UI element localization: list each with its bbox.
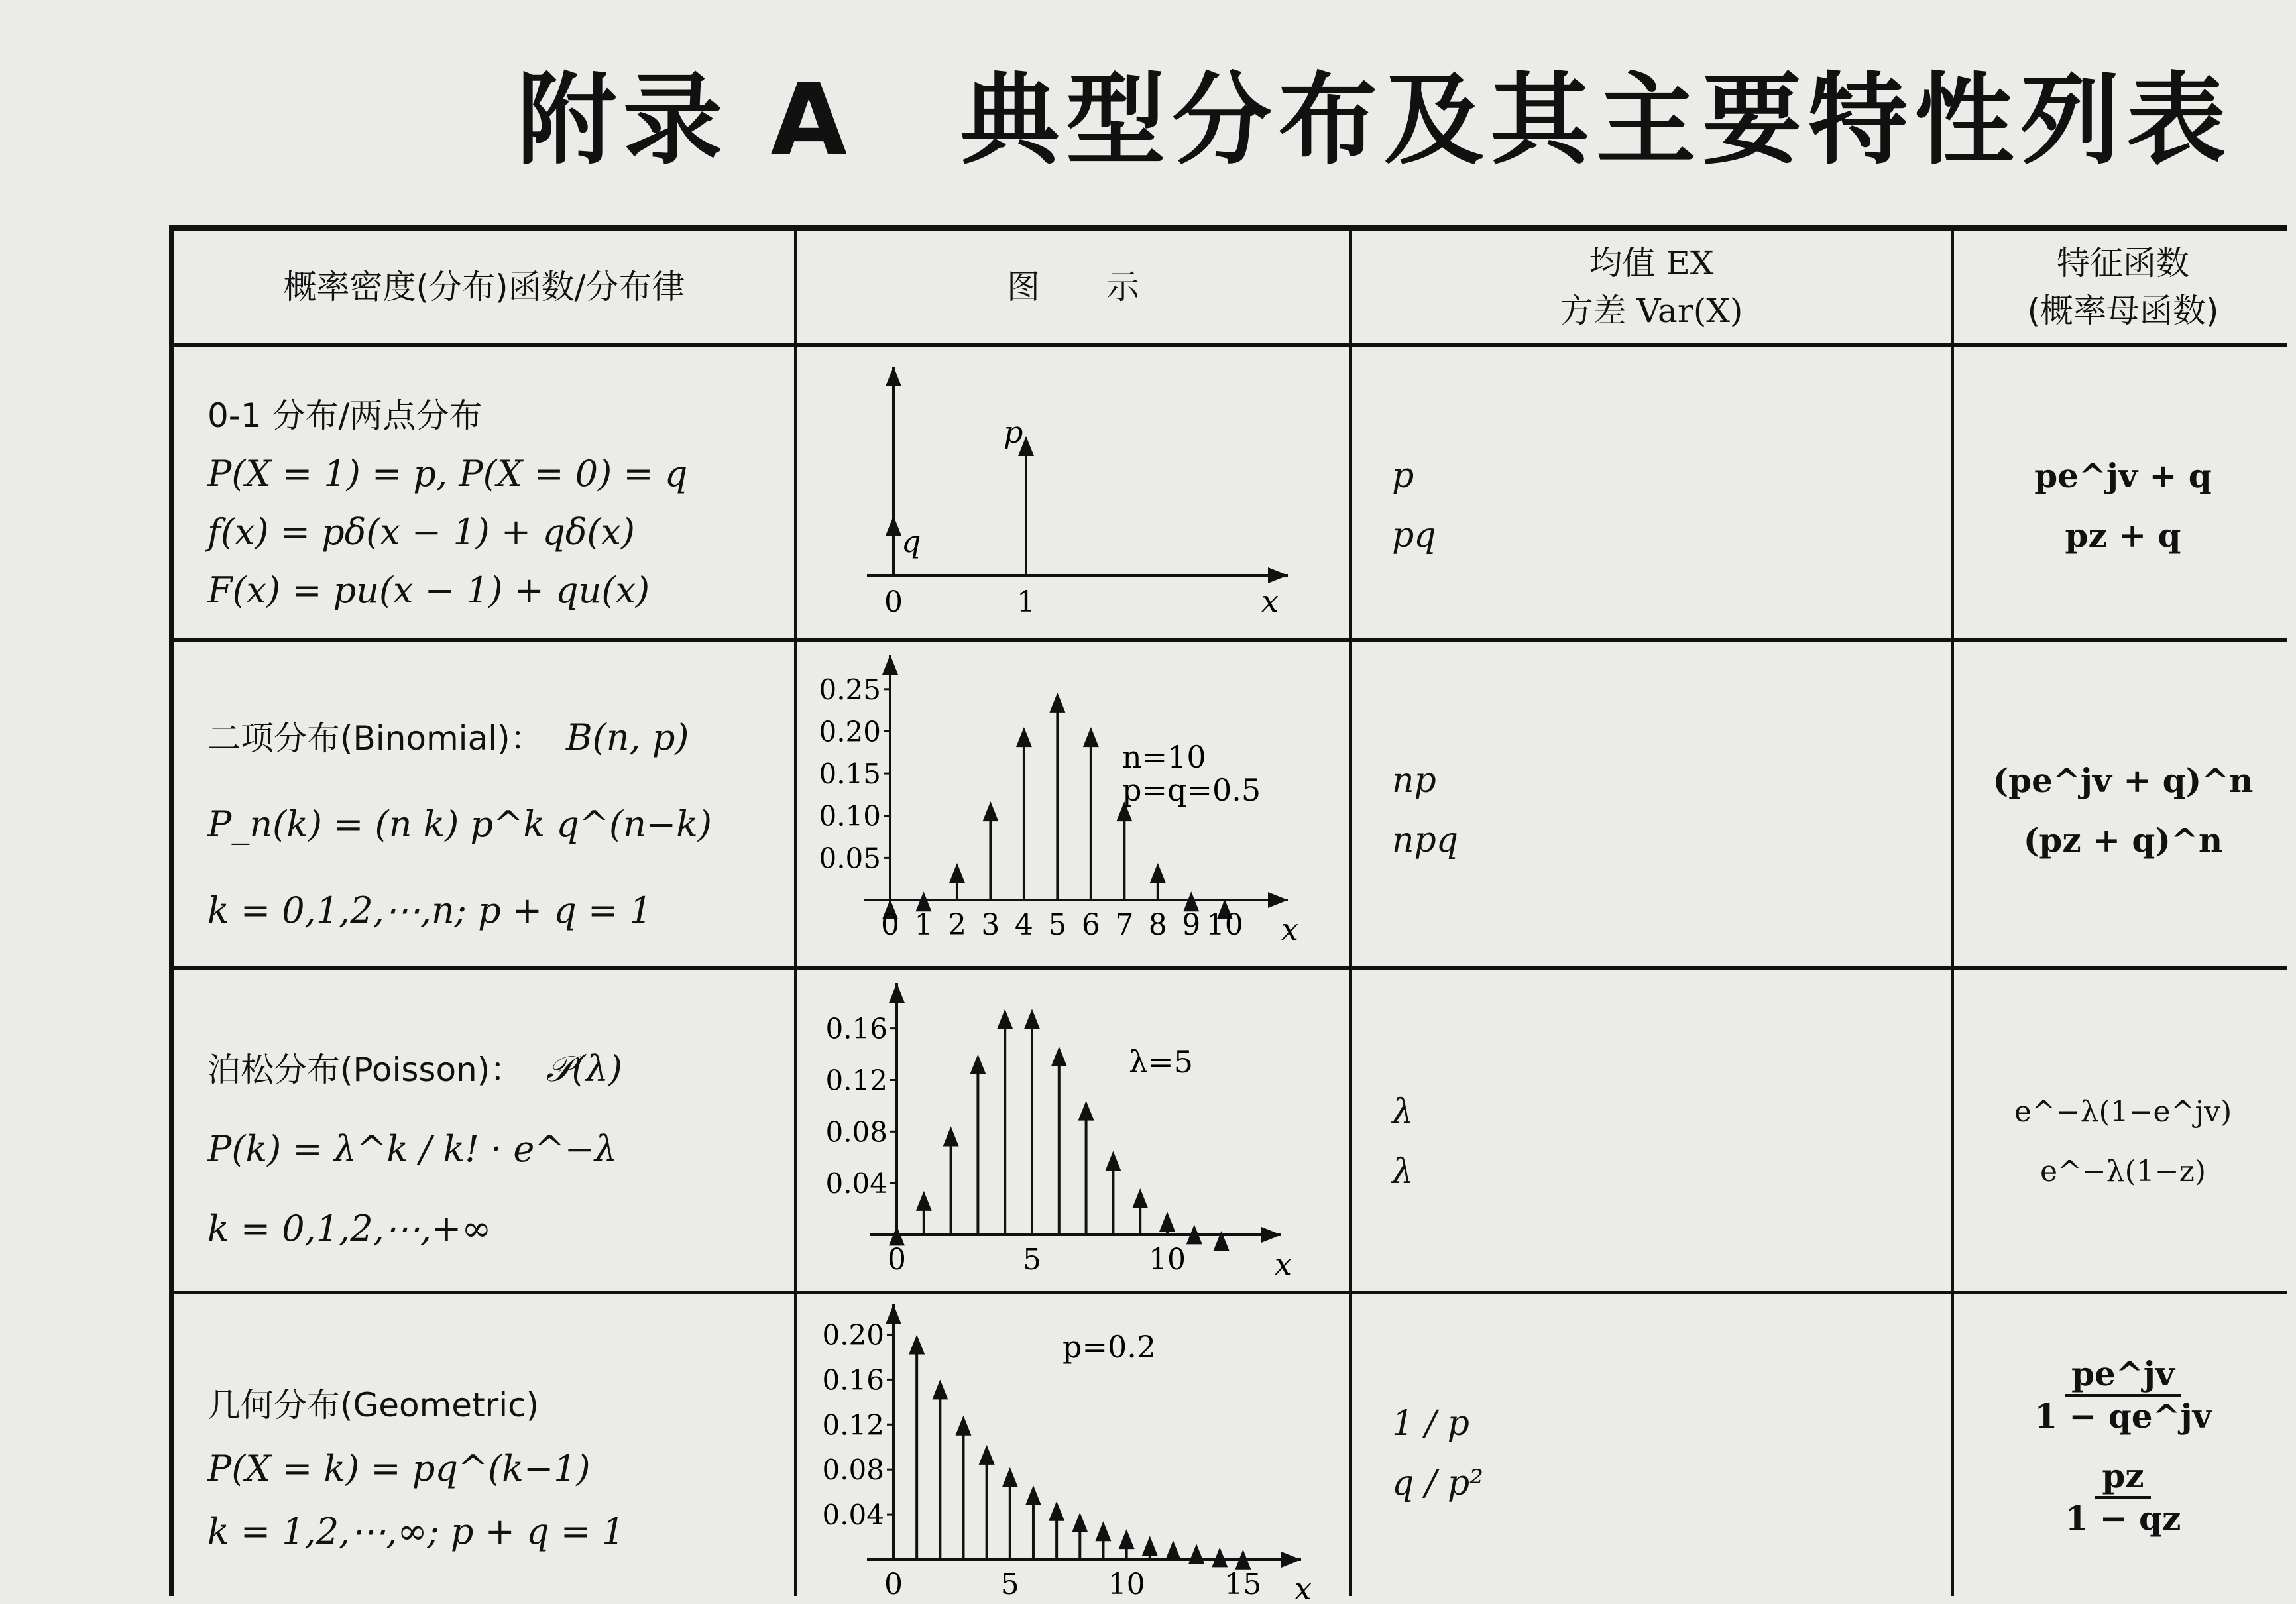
stem-arrow: [909, 1334, 925, 1354]
x-tick-label: 1: [1017, 585, 1035, 619]
header-diagram-label: 图 示: [1007, 267, 1139, 306]
stem-arrow: [1142, 1536, 1158, 1556]
geometric-chart-cell: [797, 1294, 1349, 1601]
stem-arrow: [997, 1009, 1013, 1029]
x-tick-label: 0: [884, 585, 903, 619]
stem-arrow: [1083, 727, 1099, 747]
y-tick-label: 0.20: [822, 1318, 884, 1351]
poisson-moments: [1352, 970, 1951, 1291]
stem-arrow: [932, 1379, 948, 1399]
x-axis-label: x: [1261, 583, 1279, 619]
x-tick-label: 10: [1149, 1243, 1186, 1277]
x-tick-label: 3: [981, 908, 1000, 942]
binomial-gen-fn: (pz + q)^n: [2023, 821, 2223, 860]
y-tick-label: 0.25: [819, 673, 881, 706]
geometric-char-fn-cell: [1954, 1294, 2292, 1601]
stem-arrow: [916, 1191, 932, 1211]
chart-annotation: p=q=0.5: [1122, 772, 1261, 808]
x-tick-label: 5: [1023, 1243, 1041, 1277]
binomial-char-fn-cell: [1954, 642, 2292, 966]
stem-arrow: [1049, 693, 1065, 713]
geometric-moments: [1352, 1294, 1951, 1601]
binomial-symbol: B(n, p): [565, 716, 689, 758]
geometric-mean: 1 / p: [1392, 1404, 1469, 1444]
y-tick-label: 0.04: [825, 1167, 888, 1200]
binomial-formula-cell: [174, 642, 794, 966]
binomial-name: 二项分布(Binomial)：: [207, 719, 544, 758]
header-diagram: [797, 231, 1349, 343]
x-axis-arrow: [1268, 892, 1288, 908]
stem-arrow: [1212, 1547, 1228, 1567]
geometric-variance: q / p²: [1392, 1463, 1483, 1503]
binomial-support: k = 0,1,2,⋯,n; p + q = 1: [207, 889, 652, 931]
x-tick-label: 0: [888, 1243, 906, 1277]
poisson-formula-cell: [174, 970, 794, 1291]
x-axis-label: x: [1294, 1571, 1312, 1601]
poisson-mean: λ: [1392, 1092, 1414, 1132]
geometric-name: 几何分布(Geometric): [207, 1386, 540, 1424]
stem-arrow: [1165, 1540, 1181, 1560]
x-tick-label: 9: [1182, 908, 1201, 942]
poisson-chart: [797, 970, 1349, 1291]
y-tick-label: 0.08: [822, 1454, 884, 1487]
binomial-char-fn: (pe^jv + q)^n: [1992, 761, 2254, 800]
x-axis-arrow: [1281, 1552, 1301, 1568]
poisson-char-fn: e^−λ(1−e^jv): [2014, 1095, 2232, 1129]
chart-annotation: p=0.2: [1062, 1329, 1157, 1365]
y-tick-label: 0.05: [819, 842, 881, 875]
stem-arrow: [1132, 1188, 1148, 1208]
stem-arrow: [943, 1127, 959, 1147]
stem-arrow: [970, 1055, 986, 1074]
geometric-pmf: P(X = k) = pq^(k−1): [207, 1448, 591, 1489]
y-axis-arrow: [882, 655, 898, 675]
x-tick-label: 5: [1000, 1568, 1019, 1601]
stem-arrow: [979, 1445, 995, 1465]
y-axis-arrow: [889, 983, 905, 1003]
header-mean-variance: [1352, 231, 1951, 343]
stem-arrow: [1095, 1521, 1111, 1541]
x-tick-label: 0: [881, 908, 899, 942]
stem-arrow: [1051, 1047, 1067, 1066]
poisson-gen-fn: e^−λ(1−z): [2039, 1155, 2207, 1188]
stem-arrow: [886, 516, 901, 536]
y-axis-arrow: [886, 1304, 901, 1324]
geometric-char-fn-den: 1 − qe^jv: [2034, 1397, 2212, 1436]
bernoulli-formula-cell: [174, 347, 794, 638]
x-tick-label: 10: [1206, 908, 1243, 942]
x-tick-label: 10: [1108, 1568, 1145, 1601]
stem-arrow: [955, 1416, 971, 1436]
geometric-gen-fn-num: pz: [2095, 1456, 2150, 1499]
geometric-formula-cell: [174, 1294, 794, 1601]
bernoulli-mean: p: [1392, 456, 1414, 496]
bernoulli-variance: pq: [1392, 516, 1436, 555]
page-title: 附录 A 典型分布及其主要特性列表: [517, 63, 2233, 178]
stem-arrow: [1002, 1467, 1018, 1487]
poisson-variance: λ: [1392, 1152, 1414, 1192]
y-tick-label: 0.16: [825, 1012, 888, 1045]
stem-arrow: [1078, 1101, 1094, 1121]
binomial-variance: npq: [1392, 821, 1459, 860]
x-tick-label: 15: [1224, 1568, 1262, 1601]
chart-annotation: λ=5: [1129, 1044, 1193, 1080]
poisson-support: k = 0,1,2,⋯,+∞: [207, 1208, 492, 1249]
x-tick-label: 8: [1148, 908, 1167, 942]
x-axis-arrow: [1261, 1227, 1281, 1243]
distribution-table: [169, 225, 2287, 1601]
bernoulli-chart: [797, 347, 1349, 638]
stem-arrow: [949, 863, 965, 883]
header-mean-label: 均值 EX: [1589, 243, 1714, 282]
y-tick-label: 0.10: [819, 799, 881, 832]
x-tick-label: 1: [914, 908, 933, 942]
x-tick-label: 0: [884, 1568, 903, 1601]
poisson-name: 泊松分布(Poisson)：: [207, 1051, 524, 1089]
geometric-support: k = 1,2,⋯,∞; p + q = 1: [207, 1511, 625, 1552]
header-formula: [174, 231, 794, 343]
bernoulli-pdf: f(x) = pδ(x − 1) + qδ(x): [207, 511, 635, 553]
header-gen-fn-label: (概率母函数): [2027, 292, 2219, 330]
stem-arrow: [1188, 1544, 1204, 1564]
x-axis-arrow: [1268, 567, 1288, 583]
y-tick-label: 0.16: [822, 1363, 884, 1397]
bernoulli-moments: [1352, 347, 1951, 638]
header-variance-label: 方差 Var(X): [1560, 292, 1743, 330]
stem-arrow: [1159, 1212, 1175, 1232]
stem-arrow: [1072, 1513, 1088, 1532]
x-tick-label: 6: [1081, 908, 1100, 942]
stem-arrow: [1049, 1501, 1064, 1521]
stem-arrow: [1024, 1009, 1040, 1029]
header-char-fn: [1954, 231, 2292, 343]
header-char-fn-label: 特征函数: [2057, 243, 2189, 282]
binomial-mean: np: [1392, 761, 1436, 801]
x-axis-label: x: [1281, 911, 1298, 947]
bernoulli-char-fn: pe^jv + q: [2034, 456, 2212, 495]
geometric-gen-fn: [2065, 1456, 2181, 1538]
y-tick-label: 0.08: [825, 1116, 888, 1149]
stem-arrow: [1105, 1151, 1121, 1171]
bernoulli-cdf: F(x) = pu(x − 1) + qu(x): [207, 569, 650, 611]
y-tick-label: 0.12: [822, 1408, 884, 1442]
poisson-chart-cell: [797, 970, 1349, 1291]
stem-label: q: [901, 524, 921, 559]
y-tick-label: 0.12: [825, 1064, 888, 1097]
bernoulli-char-fn-cell: [1954, 347, 2292, 638]
y-tick-label: 0.04: [822, 1499, 884, 1532]
binomial-pmf: P_n(k) = (n k) p^k q^(n−k): [207, 803, 712, 845]
header-formula-label: 概率密度(分布)函数/分布律: [283, 267, 685, 306]
y-tick-label: 0.15: [819, 758, 881, 791]
stem-label: p: [1004, 414, 1023, 450]
geometric-char-fn-num: pe^jv: [2065, 1354, 2181, 1397]
stem-arrow: [1150, 863, 1166, 883]
stem-arrow: [982, 801, 998, 821]
x-tick-label: 4: [1014, 908, 1033, 942]
bernoulli-gen-fn: pz + q: [2065, 516, 2181, 555]
x-tick-label: 7: [1115, 908, 1134, 942]
geometric-gen-fn-den: 1 − qz: [2065, 1499, 2181, 1538]
x-tick-label: 5: [1048, 908, 1067, 942]
poisson-pmf: P(k) = λ^k / k! · e^−λ: [207, 1128, 618, 1170]
geometric-chart: [797, 1294, 1349, 1601]
bernoulli-chart-cell: [797, 347, 1349, 638]
binomial-chart: [797, 642, 1349, 966]
bernoulli-name: 0-1 分布/两点分布: [207, 396, 483, 435]
chart-annotation: n=10: [1122, 739, 1206, 775]
poisson-char-fn-cell: [1954, 970, 2292, 1291]
stem-arrow: [1025, 1485, 1041, 1505]
bernoulli-formula: P(X = 1) = p, P(X = 0) = q: [207, 453, 688, 494]
x-axis-label: x: [1275, 1246, 1292, 1282]
binomial-moments: [1352, 642, 1951, 966]
poisson-symbol: 𝒫(λ): [545, 1048, 622, 1090]
geometric-char-fn: [2034, 1354, 2211, 1436]
binomial-chart-cell: [797, 642, 1349, 966]
y-tick-label: 0.20: [819, 715, 881, 748]
stem-arrow: [1016, 727, 1032, 747]
y-axis-arrow: [886, 367, 901, 386]
x-tick-label: 2: [947, 908, 966, 942]
stem-arrow: [1119, 1529, 1135, 1549]
